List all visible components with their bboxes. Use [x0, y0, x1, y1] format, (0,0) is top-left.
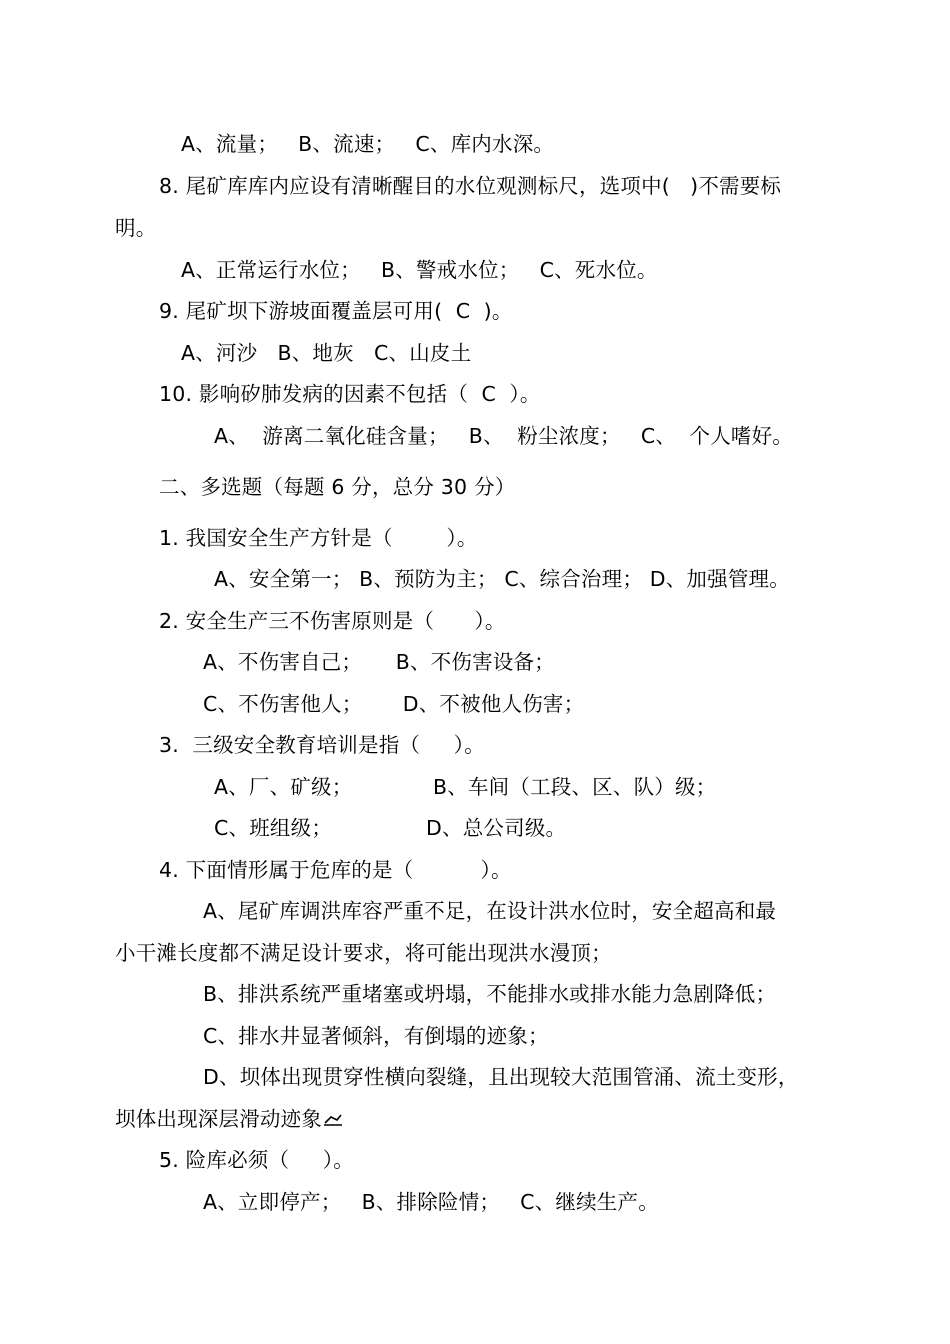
mq4-option-d-line2	[115, 1105, 343, 1133]
q8-question-line2: 明。	[115, 216, 157, 240]
mq2-options-row2: C、不伤害他人； D、不被他人伤害；	[203, 692, 585, 716]
mq4-option-a-line2: 小干滩长度都不满足设计要求，将可能出现洪水漫顶；	[115, 941, 612, 965]
mq1-question: 1. 我国安全生产方针是（ ）。	[159, 526, 478, 550]
q9-options: A、河沙 B、地灰 C、山皮土	[181, 341, 472, 365]
section-heading-multiple-choice: 二、多选题（每题 6 分，总分 30 分）	[159, 475, 516, 499]
mq3-options-row1: A、厂、矿级； B、车间（工段、区、队）级；	[214, 775, 717, 799]
mq3-options-row2: C、班组级； D、总公司级。	[214, 816, 567, 840]
q10-options: A、 游离二氧化硅含量； B、 粉尘浓度； C、 个人嗜好。	[214, 424, 793, 448]
mq5-options: A、立即停产； B、排除险情； C、继续生产。	[203, 1190, 659, 1214]
mq4-option-b: B、排洪系统严重堵塞或坍塌，不能排水或排水能力急剧降低；	[203, 982, 777, 1006]
mq2-question: 2. 安全生产三不伤害原则是（ ）。	[159, 609, 506, 633]
q9-question: 9. 尾矿坝下游坡面覆盖层可用( C )。	[159, 299, 513, 323]
mq3-question: 3. 三级安全教育培训是指（ ）。	[159, 733, 485, 757]
mq2-options-row1: A、不伤害自己； B、不伤害设备；	[203, 650, 555, 674]
mq4-option-a-line1: A、尾矿库调洪库容严重不足，在设计洪水位时，安全超高和最	[203, 899, 777, 923]
mq4-option-c: C、排水井显著倾斜，有倒塌的迹象；	[203, 1024, 549, 1048]
mq4-question: 4. 下面情形属于危库的是（ ）。	[159, 858, 512, 882]
mq1-options: A、安全第一； B、预防为主； C、综合治理； D、加强管理。	[214, 567, 790, 591]
mq4-option-d-line2-text: 坝体出现深层滑动迹象	[115, 1107, 322, 1131]
q8-question-line1: 8. 尾矿库库内应设有清晰醒目的水位观测标尺，选项中( )不需要标	[159, 174, 782, 198]
q10-question: 10. 影响矽肺发病的因素不包括（ C ）。	[159, 382, 541, 406]
mq5-question: 5. 险库必须（ ）。	[159, 1148, 354, 1172]
paragraph-mark-icon	[323, 1111, 343, 1127]
mq4-option-d-line1: D、坝体出现贯穿性横向裂缝，且出现较大范围管涌、流土变形，	[203, 1065, 799, 1089]
q8-options: A、正常运行水位； B、警戒水位； C、死水位。	[181, 258, 658, 282]
q7-options: A、流量； B、流速； C、库内水深。	[181, 132, 555, 156]
